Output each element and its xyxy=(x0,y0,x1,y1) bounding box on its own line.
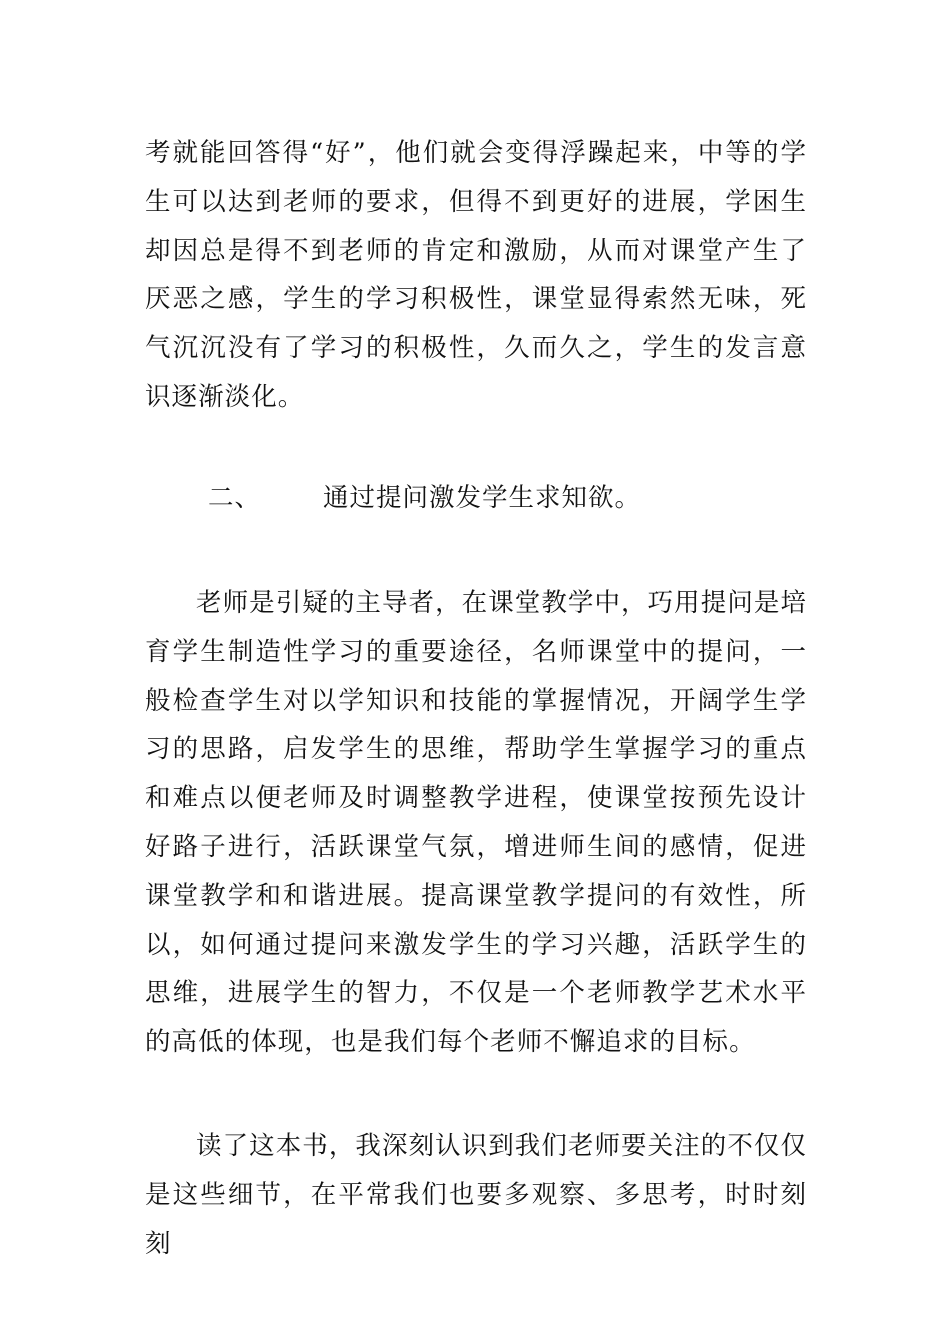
paragraph-questioning: 老师是引疑的主导者，在课堂教学中，巧用提问是培育学生制造性学习的重要途径，名师课堂中的提问，一般检查学生对以学知识和技能的掌握情况，开阔学生学习的思路，启发学生的思维，帮助学生掌握学习的重点和难点以便老师及时调整教学进程，使课堂按预先设计好路子进行，活跃课堂气氛，增进师生间的感情，促进课堂教学和和谐进展。提高课堂教学提问的有效性，所以，如何通过提问来激发学生的学习兴趣，活跃学生的思维，进展学生的智力，不仅是一个老师教学艺术水平的高低的体现，也是我们每个老师不懈追求的目标。 xyxy=(145,588,807,1058)
section-number: 二、 xyxy=(208,483,262,513)
paragraph-reflection: 读了这本书，我深刻认识到我们老师要关注的不仅仅是这些细节，在平常我们也要多观察、多思考，时时刻刻 xyxy=(145,1131,807,1259)
section-heading xyxy=(208,474,641,523)
paragraph-continuation: 考就能回答得“好”，他们就会变得浮躁起来，中等的学生可以达到老师的要求，但得不到更好的进展，学困生却因总是得不到老师的肯定和激励，从而对课堂产生了厌恶之感，学生的学习积极性，课堂显得索然无味，死气沉沉没有了学习的积极性，久而久之，学生的发言意识逐渐淡化。 xyxy=(145,138,807,412)
section-title: 通过提问激发学生求知欲。 xyxy=(323,483,642,513)
